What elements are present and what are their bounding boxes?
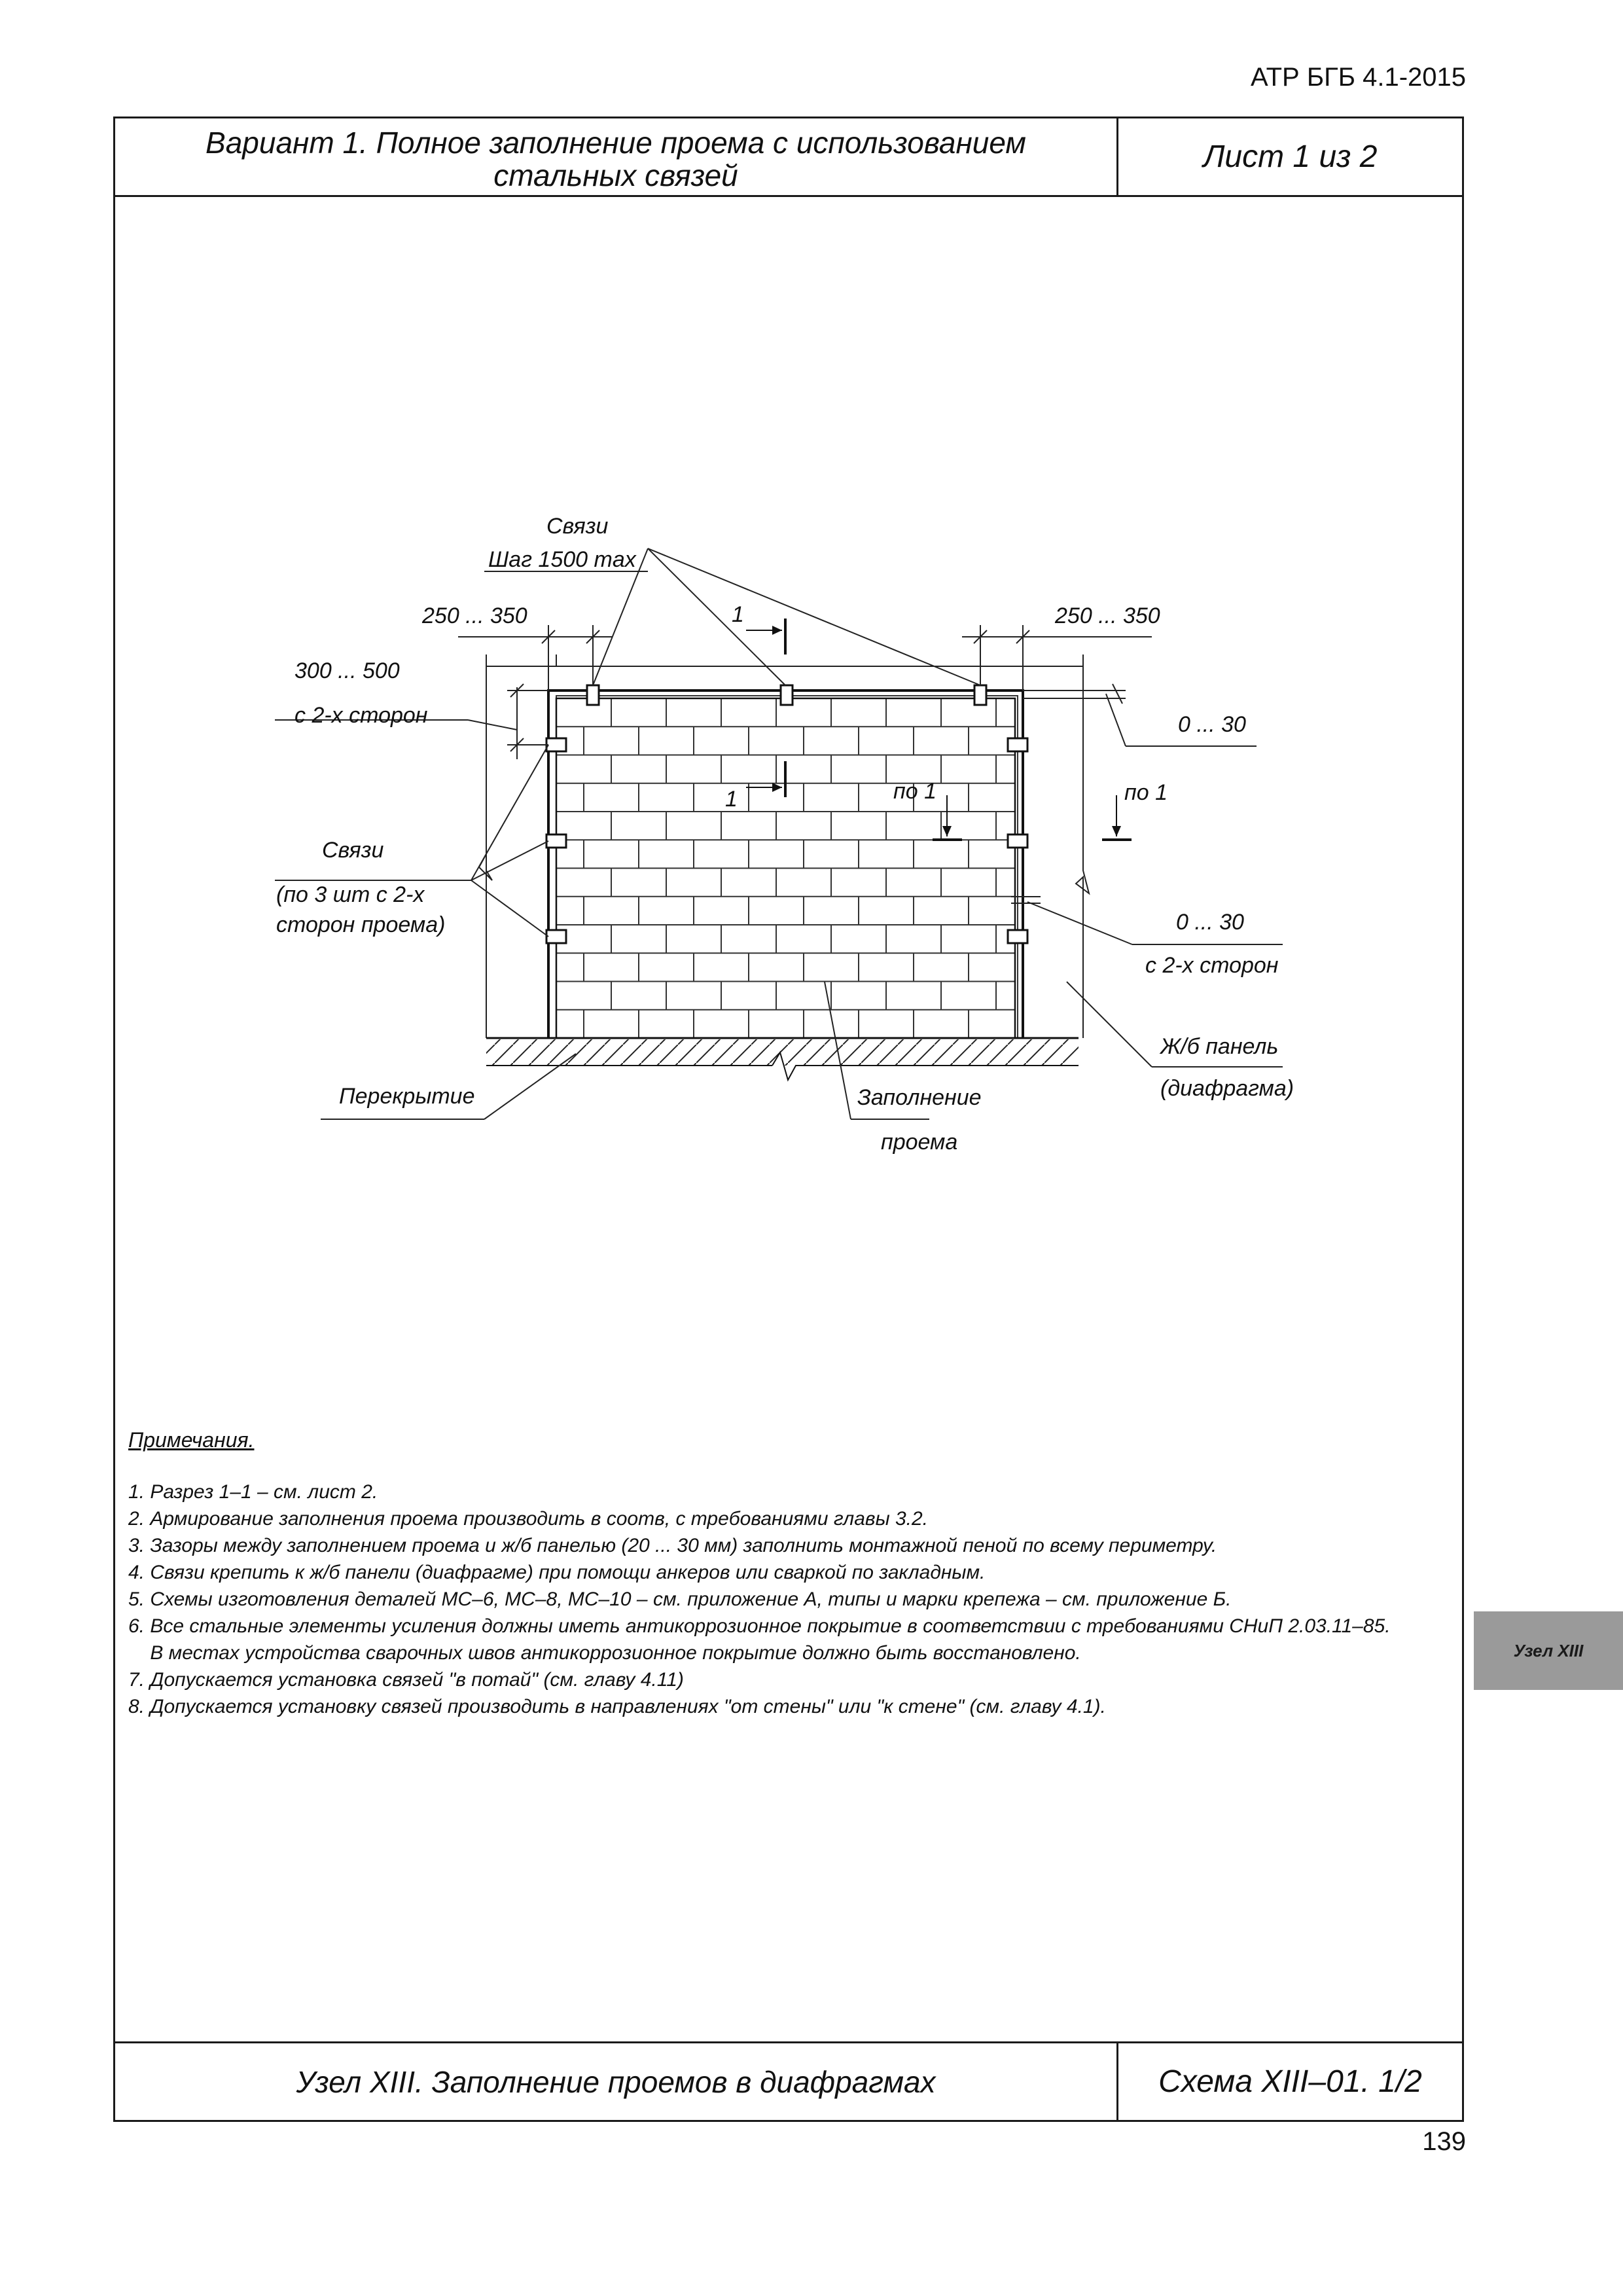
label-side-ties-2: (по 3 шт с 2-х [276,882,425,907]
label-tie-step: Шаг 1500 max [488,547,636,572]
tie-right-1 [1008,738,1027,751]
label-panel-2: (диафрагма) [1160,1076,1294,1101]
tie-left-3 [546,930,566,943]
tie-top-left [587,685,599,705]
label-slab: Перекрытие [339,1084,475,1109]
label-fill-2: проема [881,1130,958,1155]
brick-infill [556,696,1018,1038]
note-item: 8. Допускается установку связей производить в направлениях "от стены" или "к стене" (см. главу 4.1). [128,1696,1106,1717]
tie-right-2 [1008,834,1027,848]
sheet-title-line-2: стальных связей [493,158,738,192]
tie-left-2 [546,834,566,848]
floor-slab [486,1038,1079,1080]
document-code: АТР БГБ 4.1-2015 [1251,63,1466,92]
label-fill-1: Заполнение [857,1085,982,1110]
tie-right-3 [1008,930,1027,943]
label-panel-1: Ж/б панель [1160,1034,1279,1059]
page-number: 139 [1422,2127,1466,2156]
sheet-number: Лист 1 из 2 [1116,118,1462,195]
tie-top-right [974,685,986,705]
label-side-ties-1: Связи [322,838,384,863]
label-gap-side-2: с 2-х сторон [1145,953,1279,978]
scheme-number: Схема XIII–01. 1/2 [1116,2043,1462,2120]
label-ties-top: Связи [546,514,609,539]
tie-top-middle [781,685,793,705]
label-po1-outer: по 1 [1124,780,1168,805]
note-item: 3. Зазоры между заполнением проема и ж/б панелью (20 ... 30 мм) заполнить монтажной пеной по всему периметру. [128,1535,1217,1556]
note-item: В местах устройства сварочных швов антикоррозионное покрытие должно быть восстановлено. [128,1642,1081,1664]
note-item: 7. Допускается установка связей "в потай" (см. главу 4.11) [128,1669,684,1691]
label-dim-left: 250 ... 350 [422,603,527,628]
label-gap-top: 0 ... 30 [1178,712,1246,737]
node-title: Узел XIII. Заполнение проемов в диафрагмах [296,2064,936,2099]
label-gap-side-1: 0 ... 30 [1176,910,1244,935]
note-item: 2. Армирование заполнения проема производить в соотв, с требованиями главы 3.2. [128,1508,929,1530]
note-item: 5. Схемы изготовления деталей МС–6, МС–8, МС–10 – см. приложение А, типы и марки крепежа – см. приложение Б. [128,1588,1232,1610]
label-section-top: 1 [732,602,744,627]
note-item: 1. Разрез 1–1 – см. лист 2. [128,1481,378,1503]
notes-title: Примечания. [128,1428,255,1452]
sheet-title-line-1: Вариант 1. Полное заполнение проема с использованием [205,126,1026,160]
notes-section [128,1427,1463,1720]
label-dim-corner-1: 300 ... 500 [294,658,400,683]
label-dim-right: 250 ... 350 [1055,603,1160,628]
note-item: 6. Все стальные элементы усиления должны иметь антикоррозионное покрытие в соответствии с требованиями СНиП 2.03.11–85. [128,1615,1391,1637]
note-item: 4. Связи крепить к ж/б панели (диафрагме) при помощи анкеров или сваркой по закладным. [128,1562,986,1583]
label-section-bottom: 1 [725,787,738,812]
node-side-tab: Узел XIII [1474,1611,1623,1690]
label-po1-inner: по 1 [893,779,936,804]
label-dim-corner-2: с 2-х сторон [294,703,428,728]
label-side-ties-3: сторон проема) [276,912,446,937]
tie-left-1 [546,738,566,751]
